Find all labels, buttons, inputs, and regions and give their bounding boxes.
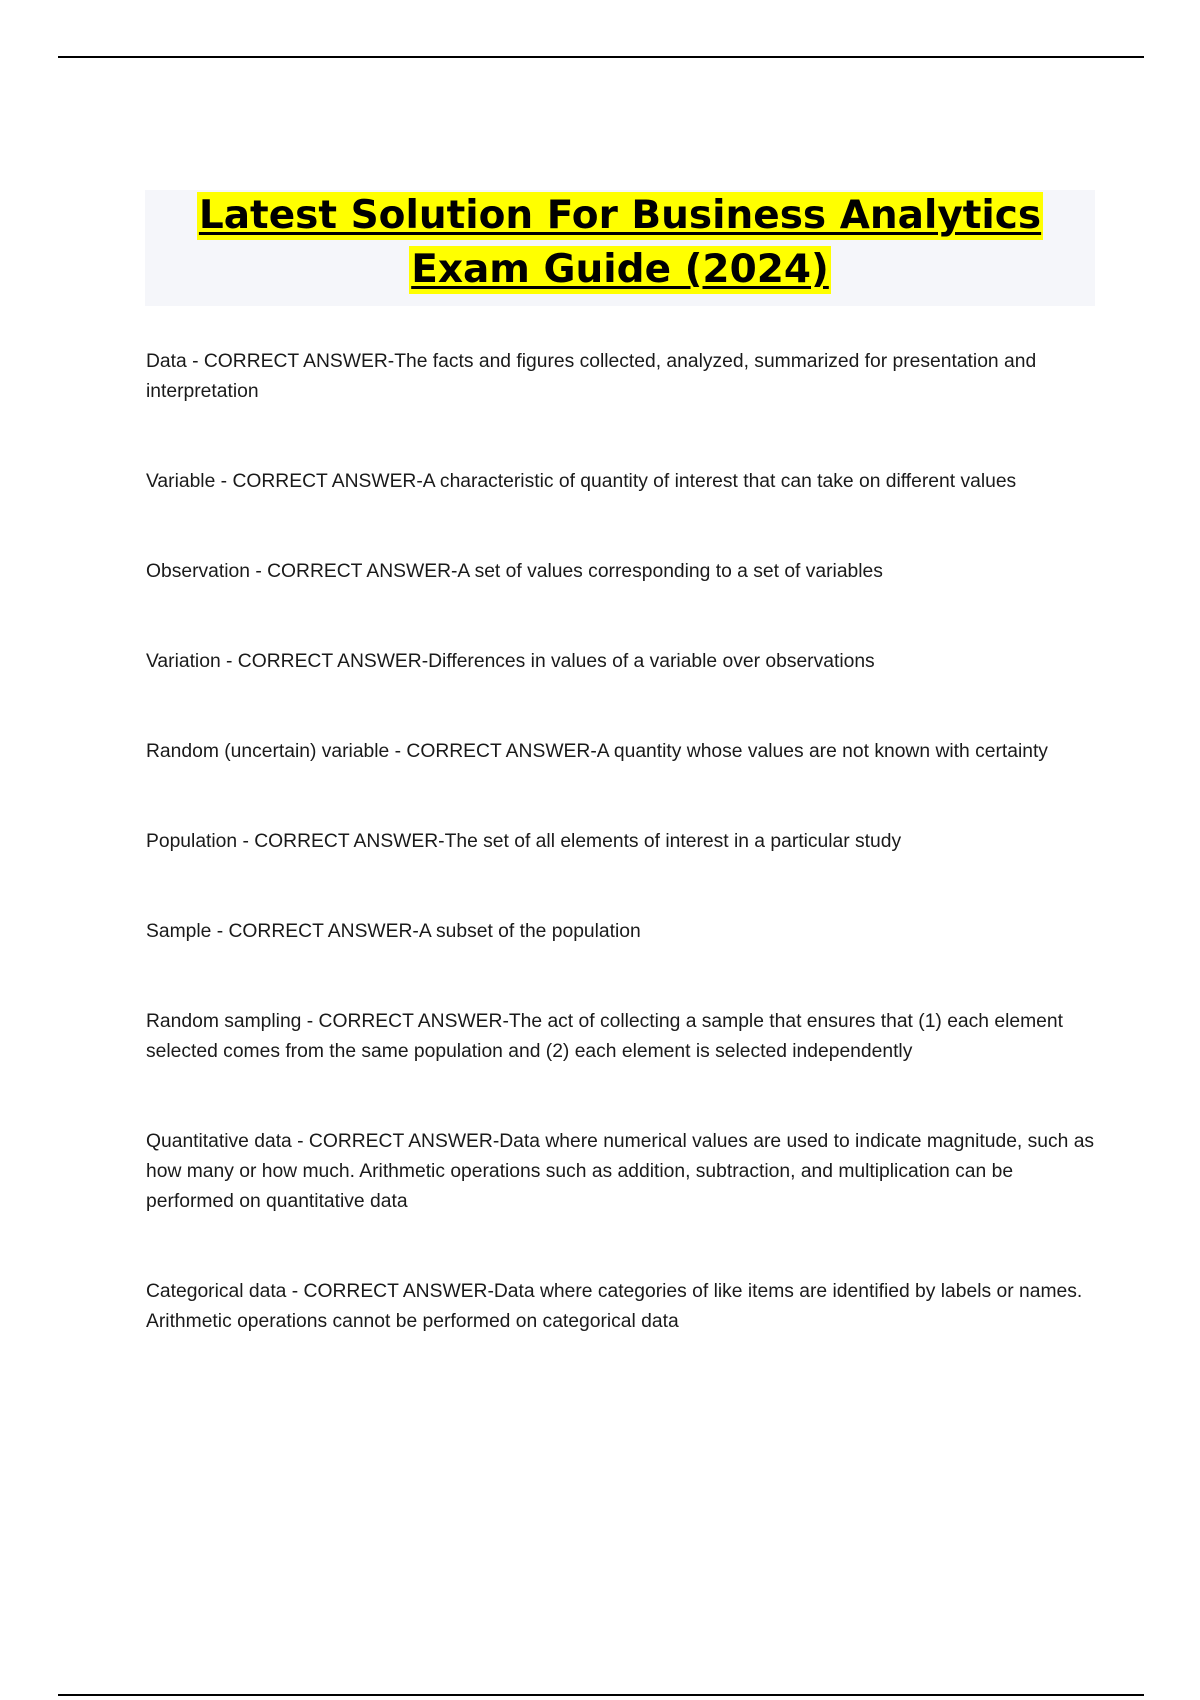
glossary-entry-quantitative-data: Quantitative data - CORRECT ANSWER-Data where numerical values are used to indicate magnitude, such as how many or how much. Arithmetic operations such as addition, subtraction, and multiplication can be performed on quantitative data	[146, 1131, 1095, 1212]
title-banner	[145, 190, 1095, 306]
document-title-line-1: Latest Solution For Business Analytics	[198, 193, 1042, 238]
page-bottom-rule	[58, 1694, 1144, 1696]
document-title-line-2: Exam Guide (2024)	[411, 247, 829, 292]
glossary-entry-variable: Variable - CORRECT ANSWER-A characteristic of quantity of interest that can take on different values	[146, 471, 1017, 492]
glossary-entry-population: Population - CORRECT ANSWER-The set of all elements of interest in a particular study	[146, 831, 902, 852]
glossary-entry-sample: Sample - CORRECT ANSWER-A subset of the population	[146, 921, 641, 942]
glossary-entry-random-sampling: Random sampling - CORRECT ANSWER-The act of collecting a sample that ensures that (1) each element selected comes from the same population and (2) each element is selected independently	[146, 1011, 1063, 1062]
glossary-entry-observation: Observation - CORRECT ANSWER-A set of values corresponding to a set of variables	[146, 561, 883, 582]
glossary-entry-data: Data - CORRECT ANSWER-The facts and figures collected, analyzed, summarized for presentation and interpretation	[146, 351, 1037, 402]
glossary-entry-categorical-data: Categorical data - CORRECT ANSWER-Data where categories of like items are identified by labels or names. Arithmetic operations cannot be performed on categorical data	[146, 1281, 1083, 1332]
glossary-entry-variation: Variation - CORRECT ANSWER-Differences in values of a variable over observations	[146, 651, 875, 672]
page-top-rule	[58, 56, 1144, 58]
glossary-list	[146, 347, 1096, 1397]
glossary-entry-random-variable: Random (uncertain) variable - CORRECT ANSWER-A quantity whose values are not known with certainty	[146, 741, 1048, 762]
